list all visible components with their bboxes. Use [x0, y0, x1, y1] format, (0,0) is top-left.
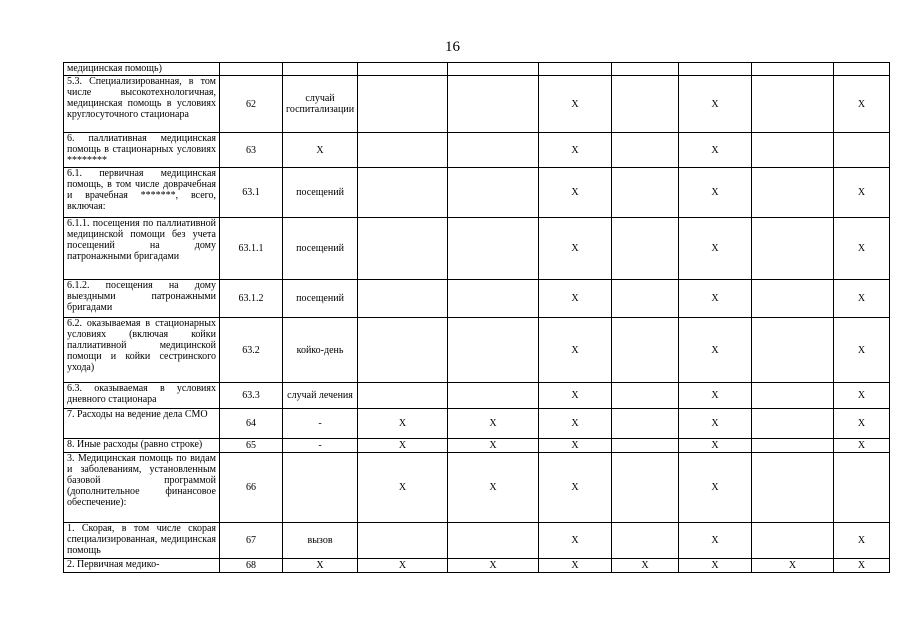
value-cell-6 — [752, 280, 834, 318]
row-unit-cell: посещений — [283, 168, 358, 218]
row-name-cell: 7. Расходы на ведение дела СМО — [64, 409, 220, 439]
value-cell-5: X — [679, 523, 752, 559]
value-cell-3: X — [539, 383, 612, 409]
table-row — [64, 318, 890, 383]
data-table — [63, 62, 890, 573]
value-cell-1 — [358, 383, 448, 409]
value-cell-7 — [834, 133, 890, 168]
value-cell-1 — [358, 76, 448, 133]
value-cell-3: X — [539, 439, 612, 453]
value-cell-3: X — [539, 218, 612, 280]
value-cell-6 — [752, 439, 834, 453]
row-unit-cell — [283, 63, 358, 76]
row-unit-cell: X — [283, 559, 358, 573]
row-unit-cell: посещений — [283, 218, 358, 280]
table-row — [64, 409, 890, 439]
value-cell-2 — [448, 280, 539, 318]
value-cell-7 — [834, 63, 890, 76]
table-row — [64, 523, 890, 559]
row-unit-cell — [283, 453, 358, 523]
value-cell-2 — [448, 168, 539, 218]
value-cell-6 — [752, 133, 834, 168]
table-row — [64, 133, 890, 168]
value-cell-3: X — [539, 280, 612, 318]
row-unit-cell: койко-день — [283, 318, 358, 383]
value-cell-4 — [612, 523, 679, 559]
value-cell-5: X — [679, 383, 752, 409]
value-cell-4 — [612, 63, 679, 76]
value-cell-4 — [612, 318, 679, 383]
value-cell-2: X — [448, 559, 539, 573]
value-cell-4 — [612, 218, 679, 280]
row-code-cell: 66 — [220, 453, 283, 523]
value-cell-6 — [752, 383, 834, 409]
value-cell-4 — [612, 168, 679, 218]
value-cell-7 — [834, 453, 890, 523]
table-row — [64, 63, 890, 76]
value-cell-3: X — [539, 453, 612, 523]
row-code-cell: 68 — [220, 559, 283, 573]
row-code-cell: 63.2 — [220, 318, 283, 383]
row-name-cell: 8. Иные расходы (равно строке) — [64, 439, 220, 453]
value-cell-4 — [612, 383, 679, 409]
value-cell-5: X — [679, 280, 752, 318]
page-number: 16 — [445, 39, 460, 55]
value-cell-5: X — [679, 439, 752, 453]
value-cell-2 — [448, 218, 539, 280]
row-unit-cell: посещений — [283, 280, 358, 318]
row-code-cell: 65 — [220, 439, 283, 453]
value-cell-5: X — [679, 409, 752, 439]
value-cell-2 — [448, 383, 539, 409]
value-cell-6 — [752, 453, 834, 523]
row-name-cell: 6.2. оказываемая в стационарных условиях (включая койки паллиативной медицинской помощи и койки сестринского ухода) — [64, 318, 220, 383]
value-cell-2 — [448, 318, 539, 383]
row-unit-cell: вызов — [283, 523, 358, 559]
value-cell-1 — [358, 133, 448, 168]
table-row — [64, 383, 890, 409]
value-cell-1: X — [358, 439, 448, 453]
value-cell-2: X — [448, 439, 539, 453]
row-code-cell: 63.1.2 — [220, 280, 283, 318]
row-name-cell: 6.3. оказываемая в условиях дневного стационара — [64, 383, 220, 409]
value-cell-5: X — [679, 168, 752, 218]
value-cell-4 — [612, 133, 679, 168]
value-cell-5 — [679, 63, 752, 76]
value-cell-7: X — [834, 439, 890, 453]
value-cell-4 — [612, 439, 679, 453]
table-row — [64, 218, 890, 280]
value-cell-7: X — [834, 409, 890, 439]
value-cell-6 — [752, 76, 834, 133]
value-cell-1: X — [358, 409, 448, 439]
value-cell-7: X — [834, 383, 890, 409]
table-row — [64, 168, 890, 218]
value-cell-1 — [358, 168, 448, 218]
value-cell-2 — [448, 76, 539, 133]
value-cell-3: X — [539, 76, 612, 133]
row-unit-cell: случай лечения — [283, 383, 358, 409]
value-cell-2 — [448, 523, 539, 559]
value-cell-3: X — [539, 409, 612, 439]
value-cell-6 — [752, 409, 834, 439]
value-cell-3: X — [539, 318, 612, 383]
value-cell-1: X — [358, 453, 448, 523]
value-cell-3: X — [539, 133, 612, 168]
value-cell-3: X — [539, 559, 612, 573]
row-name-cell: 2. Первичная медико- — [64, 559, 220, 573]
value-cell-6 — [752, 63, 834, 76]
table-row — [64, 439, 890, 453]
value-cell-3: X — [539, 168, 612, 218]
row-unit-cell: X — [283, 133, 358, 168]
value-cell-5: X — [679, 76, 752, 133]
row-code-cell: 62 — [220, 76, 283, 133]
row-code-cell: 63.3 — [220, 383, 283, 409]
value-cell-2 — [448, 133, 539, 168]
row-name-cell: 6.1.2. посещения на дому выездными патронажными бригадами — [64, 280, 220, 318]
value-cell-1 — [358, 63, 448, 76]
row-code-cell: 64 — [220, 409, 283, 439]
value-cell-3 — [539, 63, 612, 76]
value-cell-7: X — [834, 280, 890, 318]
table-row — [64, 453, 890, 523]
value-cell-1 — [358, 318, 448, 383]
value-cell-5: X — [679, 559, 752, 573]
row-code-cell — [220, 63, 283, 76]
row-code-cell: 67 — [220, 523, 283, 559]
value-cell-6 — [752, 218, 834, 280]
value-cell-4 — [612, 76, 679, 133]
value-cell-1: X — [358, 559, 448, 573]
value-cell-1 — [358, 280, 448, 318]
row-name-cell: медицинская помощь) — [64, 63, 220, 76]
value-cell-1 — [358, 218, 448, 280]
row-unit-cell: - — [283, 439, 358, 453]
row-code-cell: 63.1.1 — [220, 218, 283, 280]
value-cell-4 — [612, 280, 679, 318]
value-cell-1 — [358, 523, 448, 559]
table-row — [64, 280, 890, 318]
row-unit-cell: - — [283, 409, 358, 439]
row-unit-cell: случай госпитализации — [283, 76, 358, 133]
value-cell-6: X — [752, 559, 834, 573]
row-name-cell: 5.3. Специализированная, в том числе высокотехнологичная, медицинская помощь в условиях круглосуточного стационара — [64, 76, 220, 133]
value-cell-5: X — [679, 133, 752, 168]
value-cell-6 — [752, 168, 834, 218]
row-name-cell: 6.1.1. посещения по паллиативной медицинской помощи без учета посещений на дому патронажными бригадами — [64, 218, 220, 280]
value-cell-2: X — [448, 453, 539, 523]
value-cell-5: X — [679, 318, 752, 383]
value-cell-7: X — [834, 318, 890, 383]
value-cell-5: X — [679, 453, 752, 523]
value-cell-7: X — [834, 76, 890, 133]
value-cell-3: X — [539, 523, 612, 559]
table-row — [64, 559, 890, 573]
value-cell-6 — [752, 523, 834, 559]
value-cell-6 — [752, 318, 834, 383]
row-name-cell: 6.1. первичная медицинская помощь, в том числе доврачебная и врачебная *******, всего, включая: — [64, 168, 220, 218]
value-cell-2 — [448, 63, 539, 76]
value-cell-2: X — [448, 409, 539, 439]
value-cell-7: X — [834, 218, 890, 280]
row-code-cell: 63 — [220, 133, 283, 168]
value-cell-4 — [612, 409, 679, 439]
row-name-cell: 3. Медицинская помощь по видам и заболеваниям, установленным базовой программой (дополнительное финансовое обеспечение): — [64, 453, 220, 523]
value-cell-7: X — [834, 168, 890, 218]
table-row — [64, 76, 890, 133]
value-cell-4 — [612, 453, 679, 523]
row-name-cell: 1. Скорая, в том числе скорая специализированная, медицинская помощь — [64, 523, 220, 559]
row-code-cell: 63.1 — [220, 168, 283, 218]
value-cell-7: X — [834, 559, 890, 573]
value-cell-4: X — [612, 559, 679, 573]
row-name-cell: 6. паллиативная медицинская помощь в стационарных условиях ******** — [64, 133, 220, 168]
value-cell-7: X — [834, 523, 890, 559]
value-cell-5: X — [679, 218, 752, 280]
